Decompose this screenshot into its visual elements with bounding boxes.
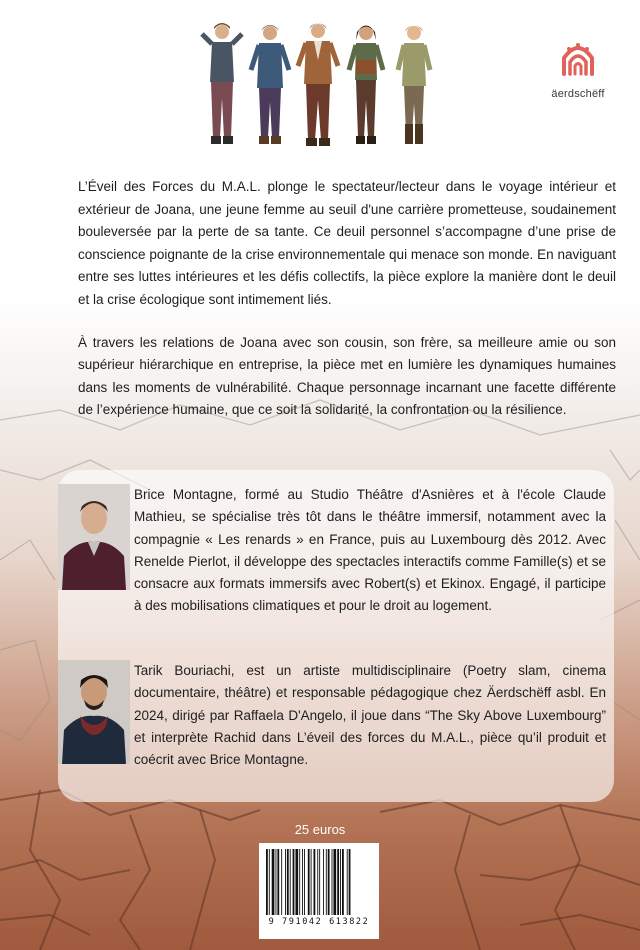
character-4-figure [343,20,389,155]
synopsis-paragraph-1: L’Éveil des Forces du M.A.L. plonge le spectateur/lecteur dans le voyage intérieur et extérieur de Joana, une jeune femme au seuil d'une carrière prometteuse, soudainement bouleversée par la perte de sa tante. Ce deuil personnel s’accompagne d’une prise de conscience poignante de la crise environnementale qui menace son monde. En naviguant entre ses luttes intérieures et les défis collectifs, la pièce explore la manière dont le deuil et la crise écologique sont intimement liés. [78,179,616,307]
character-1-figure [199,20,245,155]
character-3-figure [295,20,341,155]
author-bios-panel [58,470,614,802]
synopsis [78,176,616,442]
barcode-bars [265,849,373,915]
synopsis-paragraph-2: À travers les relations de Joana avec son cousin, son frère, sa meilleure amie ou son supérieur hiérarchique en entreprise, la pièce met en lumière les dynamiques humaines dans les moments de vulnérabilité. Chaque personnage incarnant une facette différente de l’expérience humaine, que ce soit la solidarité, la confrontation ou la résilience. [78,334,616,418]
bio-text-brice: Brice Montagne, formé au Studio Théâtre d'Asnières et à l'école Claude Mathieu, se spécialise très tôt dans le théâtre immersif, notamment avec la compagnie « Les renards » en France, puis au Luxembourg dès 2012. Avec Renelde Pierlot, il développe des spectacles interactifs comme Famille(s) et se consacre aux formats immersifs avec Robert(s) et Ekinox. Engagé, il participe à des mobilisations climatiques et pour le droit au logement. [134,487,606,614]
aerdscheff-logo [548,40,608,100]
barcode-number: 9 791042 613822 [268,917,370,927]
price-label: 25 euros [294,822,346,837]
isbn-barcode [259,843,379,939]
tarik-bouriachi-photo [58,660,130,764]
cast-of-five-characters [195,20,435,155]
character-2-figure [247,20,293,155]
logo-text: äerdschëff [551,88,605,100]
character-5-figure [391,20,437,155]
brice-montagne-photo [58,484,130,590]
tent-arch-logo-icon [558,40,598,80]
bio-text-tarik: Tarik Bouriachi, est un artiste multidisciplinaire (Poetry slam, cinema documentaire, théâtre) et responsable pédagogique chez Äerdschëff asbl. En 2024, dirigé par Raffaela D'Angelo, il joue dans “The Sky Above Luxembourg” et interprète Rachid dans L’éveil des forces du M.A.L., pièce qu’il produit et coécrit avec Brice Montagne. [134,663,606,768]
